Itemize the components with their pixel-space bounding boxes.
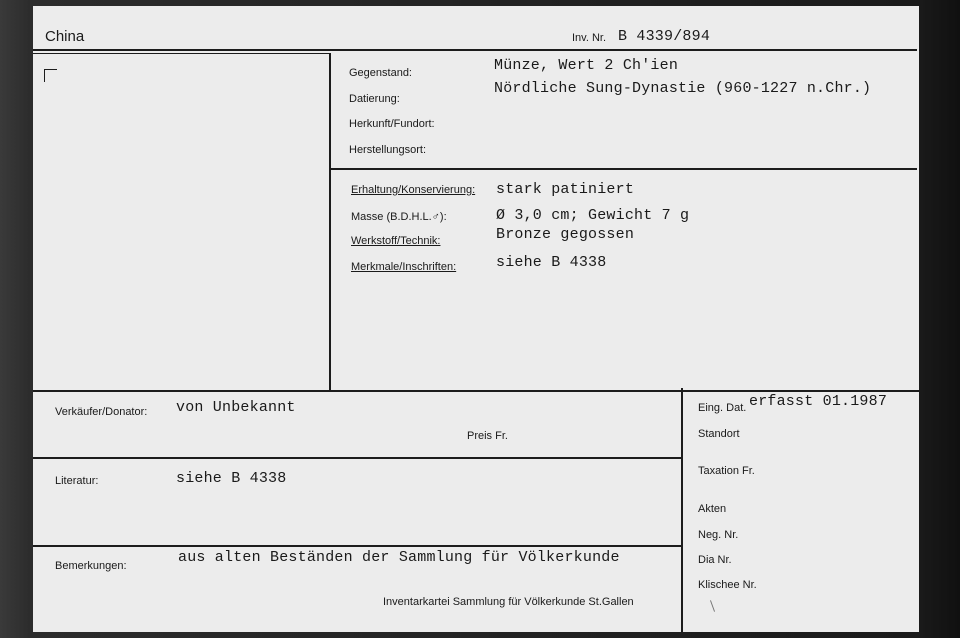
verkaeufer-label: Verkäufer/Donator: (55, 406, 148, 418)
eing-dat-label: Eing. Dat. (698, 402, 747, 414)
erhaltung-value: stark patiniert (496, 181, 635, 198)
werkstoff-value: Bronze gegossen (496, 226, 635, 243)
bemerkungen-label: Bemerkungen: (55, 560, 127, 572)
dia-nr-label: Dia Nr. (698, 554, 732, 566)
masse-label: Masse (B.D.H.L.♂): (351, 211, 447, 223)
bemerkungen-value: aus alten Beständen der Sammlung für Völkerkunde (178, 549, 620, 566)
literatur-bottom-line (33, 545, 681, 547)
photo-box-divider (329, 53, 331, 391)
datierung-value: Nördliche Sung-Dynastie (960-1227 n.Chr.) (494, 80, 872, 97)
card-footer: Inventarkartei Sammlung für Völkerkunde St.Gallen (383, 596, 634, 608)
inventory-card (33, 6, 919, 632)
merkmale-value: siehe B 4338 (496, 254, 607, 271)
datierung-label: Datierung: (349, 93, 400, 105)
gegenstand-value: Münze, Wert 2 Ch'ien (494, 57, 679, 74)
neg-nr-label: Neg. Nr. (698, 529, 739, 541)
masse-value: Ø 3,0 cm; Gewicht 7 g (496, 207, 690, 224)
region-title: China (45, 28, 85, 45)
header-divider (33, 49, 917, 51)
taxation-label: Taxation Fr. (698, 465, 755, 477)
literatur-label: Literatur: (55, 475, 99, 487)
gegenstand-label: Gegenstand: (349, 67, 412, 79)
eing-dat-value: erfasst 01.1987 (749, 393, 888, 410)
main-bottom-line (33, 390, 919, 392)
preis-label: Preis Fr. (467, 430, 508, 442)
werkstoff-label: Werkstoff/Technik: (351, 235, 441, 247)
photo-corner-mark (44, 69, 57, 82)
object-section-divider (330, 168, 917, 170)
inv-number: B 4339/894 (618, 28, 711, 45)
photo-top-line (33, 53, 329, 54)
standort-label: Standort (698, 428, 740, 440)
verkaeufer-bottom-line (33, 457, 681, 459)
merkmale-label: Merkmale/Inschriften: (351, 261, 457, 273)
side-column-divider (681, 388, 683, 632)
inv-label: Inv. Nr. (572, 32, 607, 44)
verkaeufer-value: von Unbekannt (176, 399, 296, 416)
klischee-nr-label: Klischee Nr. (698, 579, 757, 591)
akten-label: Akten (698, 503, 727, 515)
literatur-value: siehe B 4338 (176, 470, 287, 487)
erhaltung-label: Erhaltung/Konservierung: (351, 184, 476, 196)
herstellungsort-label: Herstellungsort: (349, 144, 427, 156)
herkunft-label: Herkunft/Fundort: (349, 118, 435, 130)
